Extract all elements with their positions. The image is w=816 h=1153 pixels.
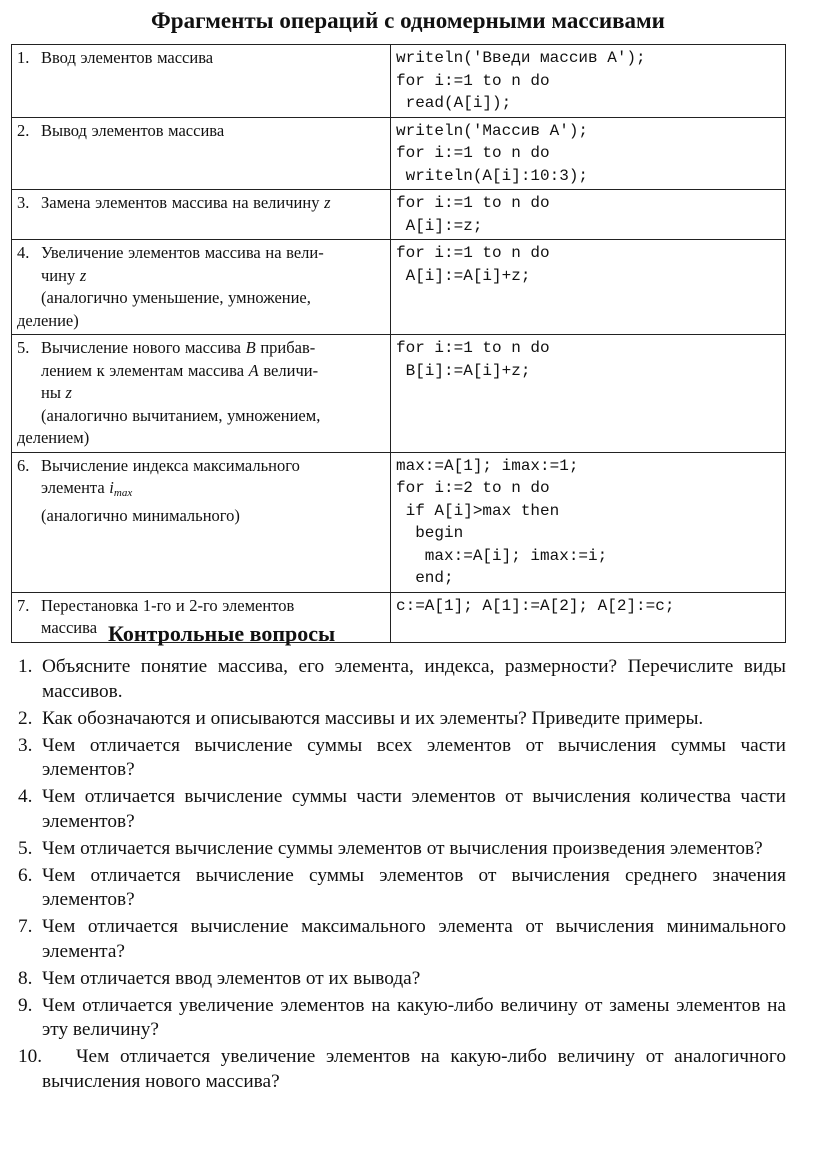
question-number: 9. xyxy=(18,994,33,1016)
operation-description xyxy=(12,240,391,335)
question-number: 7. xyxy=(18,916,33,937)
subscript-max: max xyxy=(113,487,133,499)
question-number: 1. xyxy=(18,656,33,677)
row-number: 4. xyxy=(17,243,30,262)
question-text: Чем отличается вычисление максимального элемента от вычисления минимального элемента? xyxy=(42,916,786,962)
description-text: Перестановка 1-го и 2-го элементов xyxy=(41,595,295,615)
description-note: делением) xyxy=(17,428,90,447)
description-text: чину xyxy=(41,265,80,285)
description-line xyxy=(17,382,386,405)
question-text: Чем отличается вычисление суммы части элементов от вычисления количества части элементов? xyxy=(42,786,786,832)
page-title: Фрагменты операций с одномерными массивами xyxy=(151,8,665,33)
list-item xyxy=(18,655,786,704)
table-row xyxy=(12,335,786,453)
description-line xyxy=(17,360,386,383)
description-line xyxy=(17,265,386,288)
operation-description xyxy=(12,117,391,190)
description-text: Вычисление индекса максимального xyxy=(41,455,300,475)
code-fragment: c:=A[1]; A[1]:=A[2]; A[2]:=c; xyxy=(391,592,786,642)
question-text: Чем отличается увеличение элементов на какую-либо величину от замены элементов на эту величину? xyxy=(42,994,786,1040)
question-number: 3. xyxy=(18,734,33,756)
question-number: 2. xyxy=(18,707,33,729)
description-text: Увеличение элементов массива на вели- xyxy=(41,243,324,262)
table-row xyxy=(12,452,786,592)
question-number: 10. xyxy=(18,1046,43,1067)
list-item xyxy=(18,707,786,732)
question-text: Объясните понятие массива, его элемента, индекса, размерности? Перечислите виды массивов. xyxy=(42,656,786,702)
section-title: Контрольные вопросы xyxy=(108,621,336,646)
questions-list xyxy=(18,655,786,1097)
operation-description xyxy=(12,452,391,592)
list-item xyxy=(18,785,786,834)
list-item xyxy=(18,734,786,783)
description-text: Ввод элементов массива xyxy=(41,48,214,67)
question-text: Как обозначаются и описываются массивы и их элементы? Приведите примеры. xyxy=(42,707,704,729)
variable-b: B xyxy=(245,338,256,357)
code-fragment: max:=A[1]; imax:=1; for i:=2 to n do if A[i]>max then begin max:=A[i]; imax:=i; end; xyxy=(391,452,786,592)
description-note: деление) xyxy=(17,310,79,330)
table-row xyxy=(12,117,786,190)
variable-z: z xyxy=(324,193,331,212)
description-text: элемента xyxy=(41,478,110,497)
table-row xyxy=(12,240,786,335)
list-item xyxy=(18,994,786,1043)
question-text: Чем отличается ввод элементов от их вывода? xyxy=(42,967,421,989)
operation-description xyxy=(12,45,391,118)
description-note: (аналогично уменьшение, умножение, xyxy=(41,288,311,307)
list-item xyxy=(18,967,786,992)
question-number: 4. xyxy=(18,786,33,807)
description-line: массива xyxy=(41,618,98,637)
operations-table xyxy=(11,44,786,643)
operation-description xyxy=(12,190,391,240)
variable-i: i xyxy=(109,478,114,497)
code-fragment: writeln('Массив A'); for i:=1 to n do writeln(A[i]:10:3); xyxy=(391,117,786,190)
row-number: 5. xyxy=(17,338,30,357)
description-text: Замена элементов массива на величину xyxy=(41,193,325,212)
list-item xyxy=(18,1045,786,1094)
question-number: 8. xyxy=(18,967,33,989)
table-row xyxy=(12,190,786,240)
code-fragment: for i:=1 to n do A[i]:=A[i]+z; xyxy=(391,240,786,335)
code-fragment: for i:=1 to n do B[i]:=A[i]+z; xyxy=(391,335,786,453)
row-number: 6. xyxy=(17,455,30,475)
question-number: 6. xyxy=(18,864,33,886)
description-note: (аналогично вычитанием, умножением, xyxy=(41,405,321,425)
list-item xyxy=(18,837,786,862)
table-row xyxy=(12,45,786,118)
description-text: Вывод элементов массива xyxy=(41,120,225,140)
question-text: Чем отличается увеличение элементов на какую-либо величину от аналогичного вычисления нового массива? xyxy=(42,1046,786,1092)
description-text: Вычисление нового массива xyxy=(41,338,246,357)
row-number: 1. xyxy=(17,48,30,67)
list-item xyxy=(18,864,786,913)
question-number: 5. xyxy=(18,837,33,859)
description-text: ны xyxy=(41,383,66,402)
variable-z: z xyxy=(79,265,87,285)
list-item xyxy=(18,915,786,964)
row-number: 3. xyxy=(17,193,30,212)
code-fragment: writeln('Введи массив A'); for i:=1 to n do read(A[i]); xyxy=(391,45,786,118)
operation-description xyxy=(12,335,391,453)
description-line xyxy=(17,477,386,505)
code-fragment: for i:=1 to n do A[i]:=z; xyxy=(391,190,786,240)
variable-z: z xyxy=(65,383,72,402)
description-note: (аналогично минимального) xyxy=(41,505,240,525)
question-text: Чем отличается вычисление суммы всех элементов от вычисления суммы части элементов? xyxy=(42,734,786,780)
description-text: лением к элементам массива xyxy=(41,360,249,380)
row-number: 2. xyxy=(17,120,30,140)
description-text: прибав- xyxy=(255,338,316,357)
variable-a: A xyxy=(248,360,259,380)
question-text: Чем отличается вычисление суммы элементов от вычисления произведения элементов? xyxy=(42,837,763,859)
question-text: Чем отличается вычисление суммы элементов от вычисления среднего значения элементов? xyxy=(42,864,786,910)
description-text: величи- xyxy=(258,360,319,380)
row-number: 7. xyxy=(17,595,30,615)
